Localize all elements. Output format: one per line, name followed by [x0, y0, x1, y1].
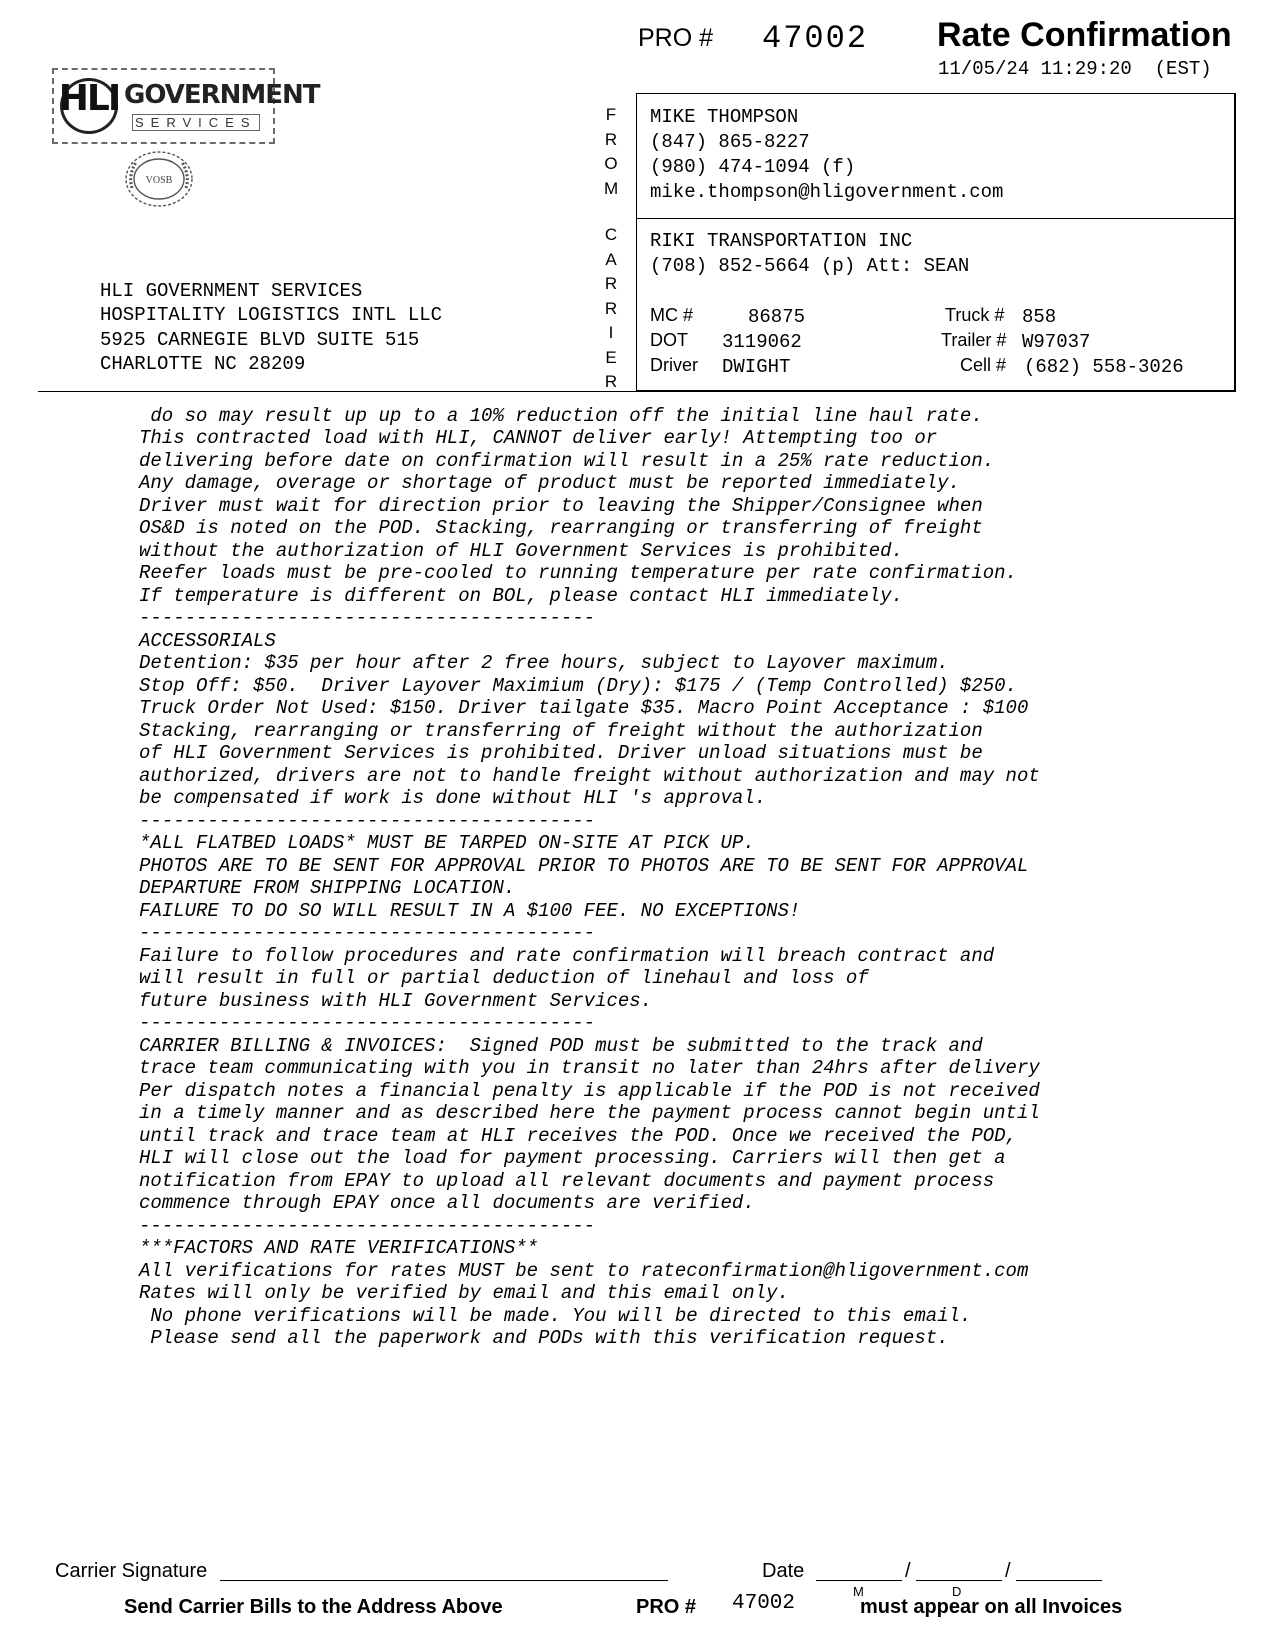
section-heading: ACCESSORIALS [139, 630, 276, 652]
carrier-letter: R [604, 274, 618, 293]
body-line: authorized, drivers are not to handle freight without authorization and may not [139, 765, 1040, 787]
section-heading: CARRIER BILLING & INVOICES: Signed POD must be submitted to the track and [139, 1035, 983, 1057]
carrier-letter: I [608, 323, 614, 342]
body-line: PHOTOS ARE TO BE SENT FOR APPROVAL PRIOR TO PHOTOS ARE TO BE SENT FOR APPROVAL [139, 855, 1029, 877]
body-line: trace team communicating with you in transit no later than 24hrs after delivery [139, 1057, 1040, 1079]
logo-name: GOVERNMENT [124, 80, 320, 110]
cell-value: (682) 558-3026 [1024, 356, 1184, 378]
from-letter: R [604, 129, 618, 149]
address-line-1: HLI GOVERNMENT SERVICES [100, 280, 363, 302]
body-line: DEPARTURE FROM SHIPPING LOCATION. [139, 877, 516, 899]
invoice-note: must appear on all Invoices [860, 1596, 1123, 1618]
address-line-4: CHARLOTTE NC 28209 [100, 353, 306, 375]
truck-value: 858 [1022, 306, 1057, 328]
from-phone: (847) 865-8227 [650, 131, 810, 153]
mc-label: MC # [650, 305, 694, 325]
from-vertical-label [604, 103, 618, 201]
body-line: Stacking, rearranging or transferring of freight without the authorization [139, 720, 983, 742]
timestamp: 11/05/24 11:29:20 (EST) [938, 58, 1212, 80]
from-email[interactable]: mike.thompson@hligovernment.com [650, 181, 1004, 203]
send-bills-note: Send Carrier Bills to the Address Above [124, 1596, 503, 1618]
body-line: Rates will only be verified by email and this email only. [139, 1282, 789, 1304]
dot-value: 3119062 [722, 331, 802, 353]
section-divider: ---------------------------------------- [139, 922, 596, 944]
body-line: commence through EPAY once all documents are verified. [139, 1192, 755, 1214]
carrier-letter: R [604, 372, 618, 391]
body-line: without the authorization of HLI Government Services is prohibited. [139, 540, 903, 562]
body-line: All verifications for rates MUST be sent to rateconfirmation@hligovernment.com [139, 1260, 1029, 1282]
carrier-letter: C [604, 225, 618, 244]
document-title: Rate Confirmation [937, 16, 1232, 54]
body-line: Truck Order Not Used: $150. Driver tailgate $35. Macro Point Acceptance : $100 [139, 697, 1029, 719]
body-line: Any damage, overage or shortage of product must be reported immediately. [139, 472, 960, 494]
body-line: HLI will close out the load for payment processing. Carriers will then get a [139, 1147, 1006, 1169]
date-year-field[interactable] [1016, 1580, 1102, 1581]
date-month-hint: M [853, 1584, 864, 1599]
body-line: Detention: $35 per hour after 2 free hours, subject to Layover maximum. [139, 652, 949, 674]
carrier-signature-field[interactable] [220, 1580, 668, 1581]
driver-value: DWIGHT [722, 356, 791, 378]
date-day-hint: D [952, 1584, 962, 1599]
from-letter: F [605, 105, 617, 124]
pro-number: 47002 [762, 20, 869, 57]
box-divider [636, 218, 1236, 219]
footer-pro-label: PRO # [636, 1596, 697, 1618]
carrier-phone: (708) 852-5664 (p) Att: SEAN [650, 255, 970, 277]
body-line: until track and trace team at HLI receives the POD. Once we received the POD, [139, 1125, 1017, 1147]
carrier-signature-label: Carrier Signature [55, 1560, 208, 1582]
section-divider: ---------------------------------------- [139, 1012, 596, 1034]
body-line: FAILURE TO DO SO WILL RESULT IN A $100 FEE. NO EXCEPTIONS! [139, 900, 801, 922]
section-divider: ---------------------------------------- [139, 810, 596, 832]
body-line: in a timely manner and as described here the payment process cannot begin until [139, 1102, 1040, 1124]
body-line: will result in full or partial deduction of linehaul and loss of [139, 967, 869, 989]
company-logo [52, 68, 320, 144]
section-divider: ---------------------------------------- [139, 607, 596, 629]
body-line: If temperature is different on BOL, please contact HLI immediately. [139, 585, 903, 607]
carrier-letter: A [605, 249, 617, 269]
carrier-letter: E [605, 347, 617, 367]
vosb-seal-icon [122, 148, 196, 210]
from-letter: M [604, 178, 619, 198]
cell-label: Cell # [960, 355, 1007, 375]
dot-label: DOT [650, 330, 688, 350]
date-day-field[interactable] [916, 1580, 1002, 1581]
carrier-name: RIKI TRANSPORTATION INC [650, 230, 913, 252]
carrier-vertical-label [604, 223, 618, 395]
logo-mark: HLI [58, 78, 120, 119]
body-line: Driver must wait for direction prior to leaving the Shipper/Consignee when [139, 495, 983, 517]
driver-label: Driver [650, 355, 698, 375]
section-heading: ***FACTORS AND RATE VERIFICATIONS** [139, 1237, 539, 1259]
date-month-field[interactable] [816, 1580, 902, 1581]
date-slash: / [1005, 1560, 1011, 1582]
address-line-2: HOSPITALITY LOGISTICS INTL LLC [100, 304, 443, 326]
body-line: Please send all the paperwork and PODs with this verification request. [139, 1327, 949, 1349]
body-line: This contracted load with HLI, CANNOT deliver early! Attempting too or [139, 427, 938, 449]
body-line: delivering before date on confirmation will result in a 25% rate reduction. [139, 450, 995, 472]
body-line: future business with HLI Government Services. [139, 990, 653, 1012]
body-line: notification from EPAY to upload all relevant documents and payment process [139, 1170, 995, 1192]
body-line: No phone verifications will be made. You will be directed to this email. [139, 1305, 972, 1327]
seal-text: VOSB [145, 175, 173, 186]
section-heading: *ALL FLATBED LOADS* MUST BE TARPED ON-SITE AT PICK UP. [139, 832, 755, 854]
from-fax: (980) 474-1094 (f) [650, 156, 856, 178]
body-line: OS&D is noted on the POD. Stacking, rearranging or transferring of freight [139, 517, 983, 539]
carrier-letter: R [604, 298, 618, 318]
body-line: do so may result up up to a 10% reduction off the initial line haul rate. [139, 405, 983, 427]
date-slash: / [905, 1560, 911, 1582]
mc-value: 86875 [748, 306, 806, 328]
address-line-3: 5925 CARNEGIE BLVD SUITE 515 [100, 329, 420, 351]
trailer-label: Trailer # [941, 330, 1007, 350]
pro-label: PRO # [638, 24, 714, 52]
body-line: Stop Off: $50. Driver Layover Maximium (Dry): $175 / (Temp Controlled) $250. [139, 675, 1017, 697]
truck-label: Truck # [945, 305, 1005, 325]
from-name: MIKE THOMPSON [650, 106, 799, 128]
trailer-value: W97037 [1022, 331, 1091, 353]
footer-pro-number: 47002 [732, 1592, 796, 1615]
body-line: be compensated if work is done without HLI 's approval. [139, 787, 767, 809]
logo-sub: SERVICES [132, 114, 260, 131]
section-divider: ---------------------------------------- [139, 1215, 596, 1237]
body-line: Per dispatch notes a financial penalty is applicable if the POD is not received [139, 1080, 1040, 1102]
body-line: Reefer loads must be pre-cooled to running temperature per rate confirmation. [139, 562, 1017, 584]
header-rule [38, 391, 1236, 392]
body-line: of HLI Government Services is prohibited. Driver unload situations must be [139, 742, 983, 764]
from-letter: O [604, 154, 618, 173]
body-line: Failure to follow procedures and rate confirmation will breach contract and [139, 945, 995, 967]
date-label: Date [762, 1560, 805, 1582]
